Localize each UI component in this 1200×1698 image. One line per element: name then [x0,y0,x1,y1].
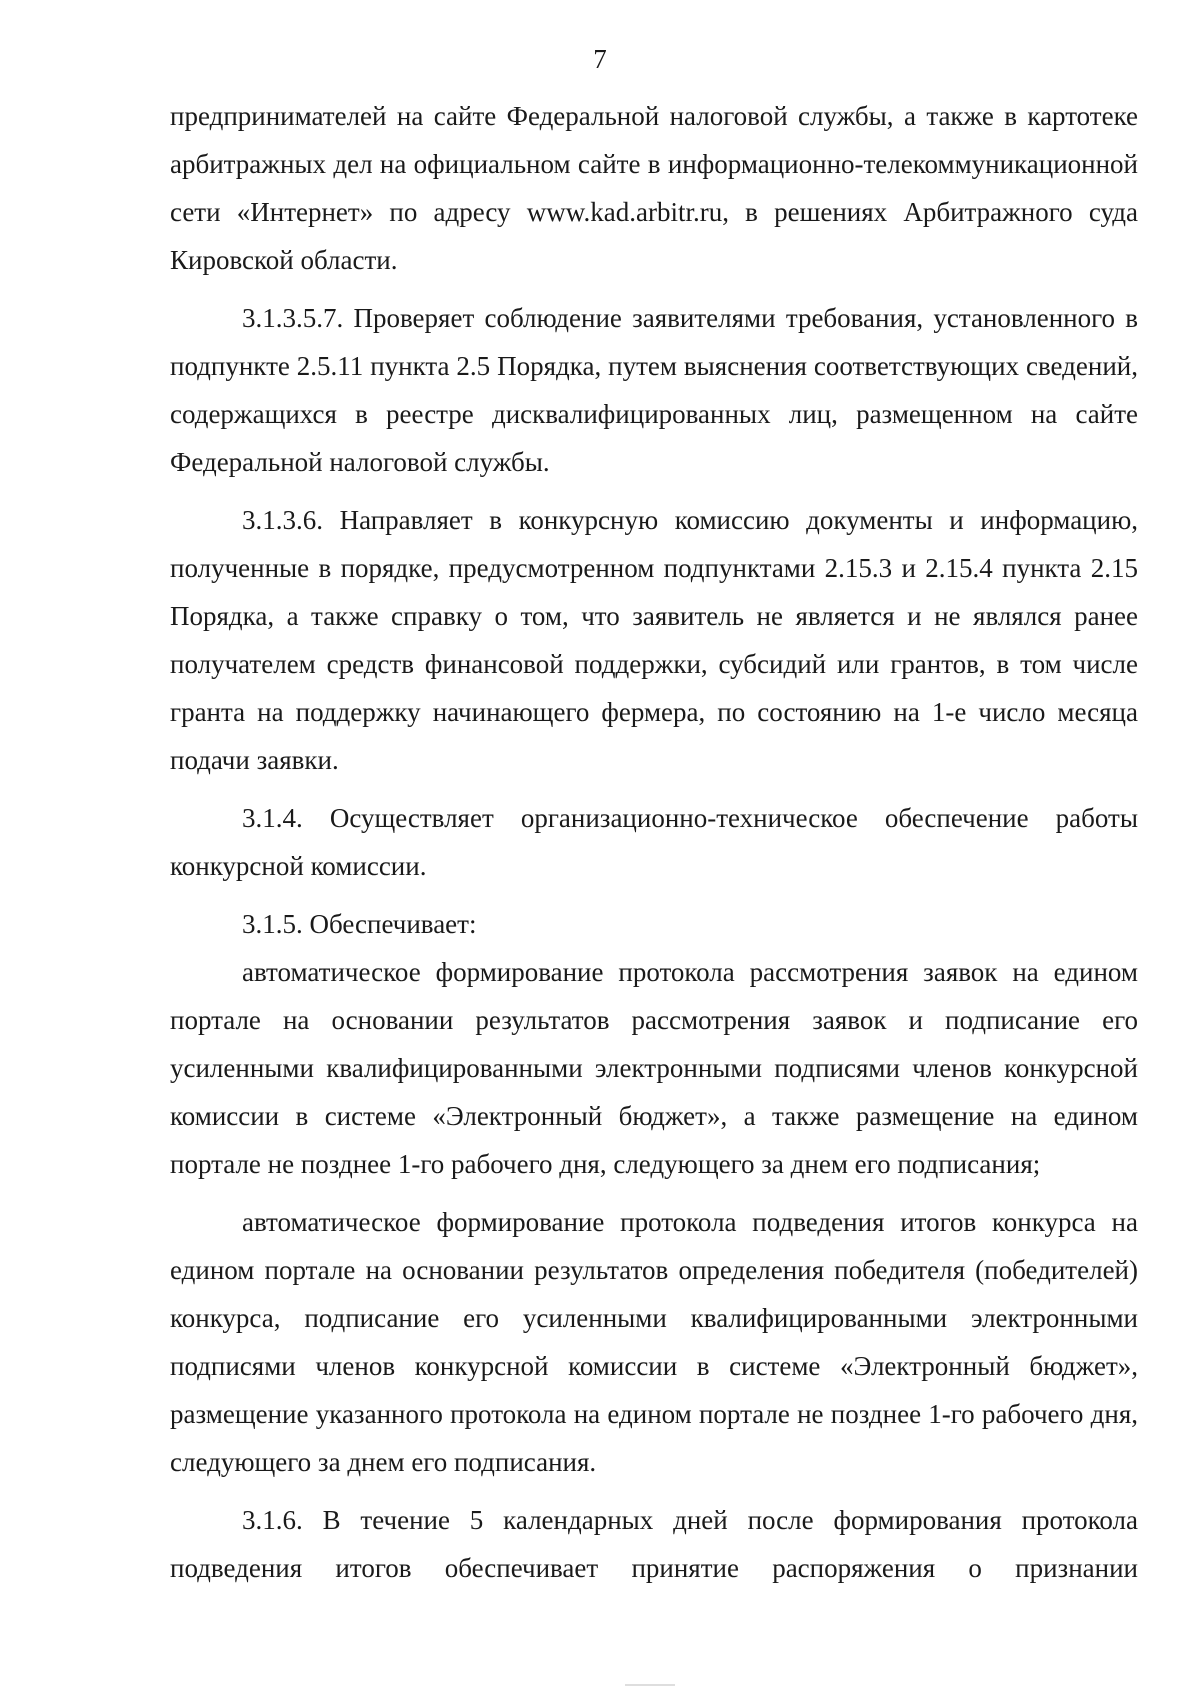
page-number: 7 [593,44,607,74]
document-body [170,92,1138,1592]
paragraph-3-1-3-6: 3.1.3.6. Направляет в конкурсную комиссию документы и информацию, полученные в порядке, предусмотренном подпунктами 2.15.3 и 2.15.4 пункта 2.15 Порядка, а также справку о том, что заявитель не является и не являлся ранее получателем средств финансовой поддержки, субсидий или грантов, в том числе гранта на поддержку начинающего фермера, по состоянию на 1-е число месяца подачи заявки. [170,505,1138,775]
paragraph-continuation: предпринимателей на сайте Федеральной налоговой службы, а также в картотеке арбитражных дел на официальном сайте в информационно-телекоммуникационной сети «Интернет» по адресу www.kad.arbitr.ru, в решениях Арбитражного суда Кировской области. [170,101,1138,275]
paragraph-protocol-results: автоматическое формирование протокола подведения итогов конкурса на едином портале на основании результатов определения победителя (победителей) конкурса, подписание его усиленными квалифицированными электронными подписями членов конкурсной комиссии в системе «Электронный бюджет», размещение указанного протокола на едином портале не позднее 1-го рабочего дня, следующего за днем его подписания. [170,1207,1138,1477]
paragraph-3-1-4: 3.1.4. Осуществляет организационно-техническое обеспечение работы конкурсной комиссии. [170,803,1138,881]
paragraph-protocol-review: автоматическое формирование протокола рассмотрения заявок на едином портале на основании результатов рассмотрения заявок и подписание его усиленными квалифицированными электронными подписями членов конкурсной комиссии в системе «Электронный бюджет», а также размещение на едином портале не позднее 1-го рабочего дня, следующего за днем его подписания; [170,957,1138,1179]
paragraph-3-1-3-5-7: 3.1.3.5.7. Проверяет соблюдение заявителями требования, установленного в подпункте 2.5.11 пункта 2.5 Порядка, путем выяснения соответствующих сведений, содержащихся в реестре дисквалифицированных лиц, размещенном на сайте Федеральной налоговой службы. [170,303,1138,477]
paragraph-3-1-5: 3.1.5. Обеспечивает: [242,909,477,939]
paragraph-3-1-6: 3.1.6. В течение 5 календарных дней после формирования протокола подведения итогов обеспечивает принятие распоряжения о признании [170,1505,1138,1583]
scan-artifact [625,1684,675,1690]
